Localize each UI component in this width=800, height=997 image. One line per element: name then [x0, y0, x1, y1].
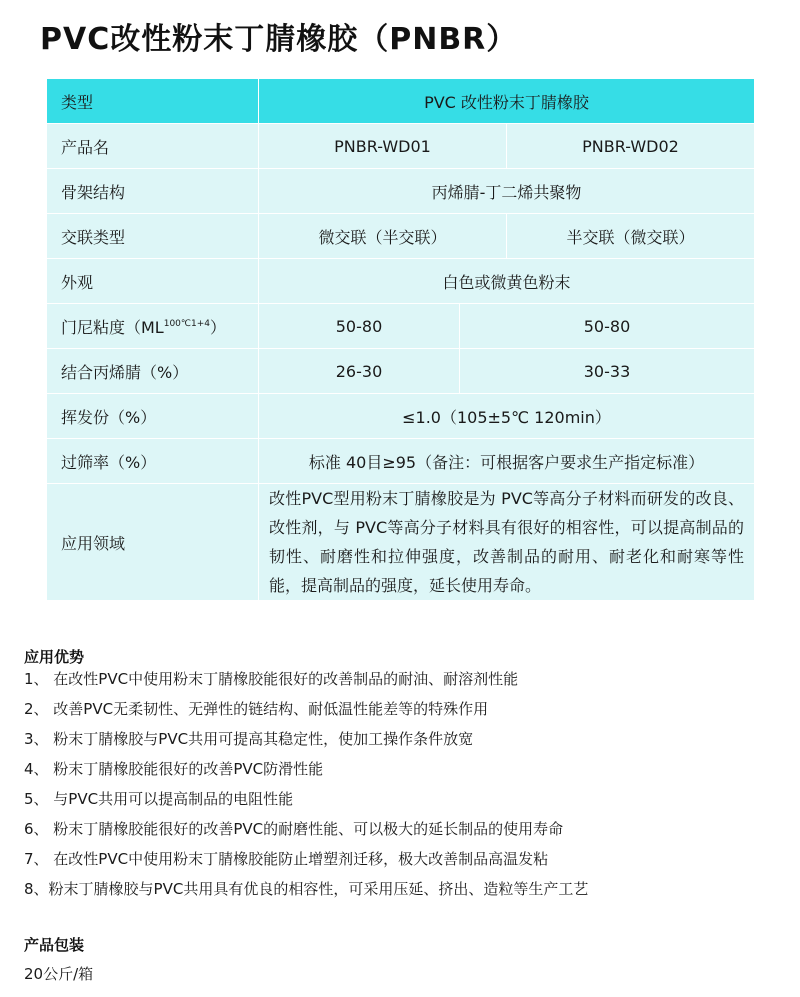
table-row-type [47, 79, 755, 124]
skeleton-value: 丙烯腈-丁二烯共聚物 [259, 169, 755, 214]
list-item: 8、粉末丁腈橡胶与PVC共用具有优良的相容性，可采用压延、挤出、造粒等生产工艺 [24, 880, 589, 898]
mooney-label [47, 304, 259, 349]
table-row-appearance [47, 259, 755, 304]
table-row-product [47, 124, 755, 169]
acn-2: 30-33 [460, 349, 755, 394]
mooney-label-end: ） [210, 317, 227, 337]
volatile-label: 挥发份（%） [47, 394, 259, 439]
list-item: 5、 与PVC共用可以提高制品的电阻性能 [24, 790, 294, 808]
packaging-value: 20公斤/箱 [24, 965, 94, 983]
appearance-value: 白色或微黄色粉末 [259, 259, 755, 304]
application-label: 应用领域 [47, 484, 259, 601]
table-row-volatile [47, 394, 755, 439]
skeleton-label: 骨架结构 [47, 169, 259, 214]
list-item: 7、 在改性PVC中使用粉末丁腈橡胶能防止增塑剂迁移，极大改善制品高温发粘 [24, 850, 549, 868]
packaging-title: 产品包装 [24, 936, 85, 954]
crosslink-1: 微交联（半交联） [259, 214, 507, 259]
list-item: 6、 粉末丁腈橡胶能很好的改善PVC的耐磨性能、可以极大的延长制品的使用寿命 [24, 820, 564, 838]
advantages-list [24, 664, 588, 904]
list-item: 3、 粉末丁腈橡胶与PVC共用可提高其稳定性，使加工操作条件放宽 [24, 730, 474, 748]
volatile-value: ≤1.0（105±5℃ 120min） [259, 394, 755, 439]
mooney-2: 50-80 [460, 304, 755, 349]
type-label: 类型 [47, 79, 259, 124]
appearance-label: 外观 [47, 259, 259, 304]
crosslink-label: 交联类型 [47, 214, 259, 259]
table-row-sieve [47, 439, 755, 484]
advantages-title: 应用优势 [24, 648, 85, 666]
table-row-mooney [47, 304, 755, 349]
table-row-application [47, 484, 755, 601]
spec-table [46, 78, 755, 601]
acn-1: 26-30 [259, 349, 460, 394]
table-row-skeleton [47, 169, 755, 214]
list-item: 2、 改善PVC无柔韧性、无弹性的链结构、耐低温性能差等的特殊作用 [24, 700, 489, 718]
type-value: PVC 改性粉末丁腈橡胶 [259, 79, 755, 124]
product-1: PNBR-WD01 [259, 124, 507, 169]
table-row-crosslink [47, 214, 755, 259]
product-label: 产品名 [47, 124, 259, 169]
crosslink-2: 半交联（微交联） [507, 214, 755, 259]
list-item: 4、 粉末丁腈橡胶能很好的改善PVC防滑性能 [24, 760, 324, 778]
application-value: 改性PVC型用粉末丁腈橡胶是为 PVC等高分子材料而研发的改良、改性剂，与 PVC等高分子材料具有很好的相容性，可以提高制品的韧性、耐磨性和拉伸强度，改善制品的耐用、耐老化和耐寒等性能，提高制品的强度，延长使用寿命。 [259, 484, 755, 601]
page-title: PVC改性粉末丁腈橡胶（PNBR） [40, 22, 518, 57]
table-row-acn [47, 349, 755, 394]
mooney-label-main: 门尼粘度（ML [61, 317, 164, 337]
acn-label: 结合丙烯腈（%） [47, 349, 259, 394]
mooney-label-sup: 100℃1+4 [163, 318, 211, 329]
sieve-label: 过筛率（%） [47, 439, 259, 484]
list-item: 1、 在改性PVC中使用粉末丁腈橡胶能很好的改善制品的耐油、耐溶剂性能 [24, 670, 519, 688]
product-2: PNBR-WD02 [507, 124, 755, 169]
sieve-value: 标准 40目≥95（备注：可根据客户要求生产指定标准） [259, 439, 755, 484]
mooney-1: 50-80 [259, 304, 460, 349]
